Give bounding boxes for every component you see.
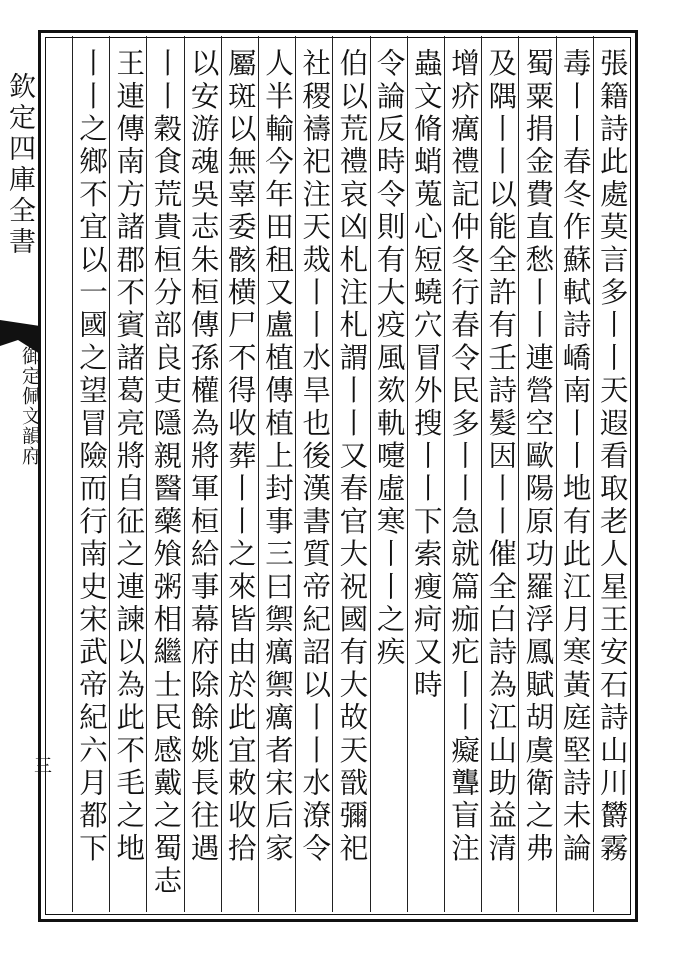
column-rule xyxy=(258,36,259,912)
text-column: 張籍詩此處莫言多丨丨天遐看取老人星王安石詩山川欝霧 xyxy=(595,48,629,866)
text-column: 社稷禱祀注天烖丨丨水旱也後漢書質帝紀詔以丨丨水潦令 xyxy=(298,48,332,866)
column-rule xyxy=(444,36,445,912)
text-column: 蟲文脩蛸蒐心短蟯穴冒外搜丨丨下索瘦疴又時 xyxy=(409,48,443,702)
text-column: 王連傳南方諸郡不賓諸葛亮將自征之連諫以為此不毛之地 xyxy=(112,48,146,866)
margin-column xyxy=(0,30,41,922)
column-rule xyxy=(72,36,73,912)
text-column: 蜀粟捐金費直愁丨丨連營空歐陽原功羅浮鳳賦胡虞衛之弗 xyxy=(521,48,555,866)
text-column: 令論反時令則有大疫風欬軌嚏虛寒丨丨之疾 xyxy=(372,48,406,670)
column-rule xyxy=(295,36,296,912)
column-rule xyxy=(370,36,371,912)
book-title-bottom: 御定佩文韻府 xyxy=(19,346,41,466)
text-column: 伯以荒禮哀凶札注札謂丨丨又春官大祝國有大故天戩彌祀 xyxy=(335,48,369,866)
column-rule xyxy=(332,36,333,912)
page-number: 三 xyxy=(34,756,52,777)
column-rule xyxy=(184,36,185,912)
column-rule xyxy=(556,36,557,912)
text-column: 毒丨丨春冬作蘇軾詩嶠南丨丨地有此江月寒黃庭堅詩未論 xyxy=(558,48,592,866)
text-column: 屬斑以無辜委骸横尸不得收葬丨丨之來皆由於此宜敕收拾 xyxy=(223,48,257,866)
text-column: 丨丨之鄉不宜以一國之望冒險而行南史宋武帝紀六月都下 xyxy=(75,48,108,866)
text-column: 以安游魂吳志朱桓傳孫權為將軍桓給事幕府除餘姚長往遇 xyxy=(186,48,220,866)
text-column: 增疥癘禮記仲冬行春令民多丨丨急就篇痂疕丨丨癡聾盲注 xyxy=(447,48,480,866)
text-column: 人半輸今年田租又盧植傳植上封事三曰禦癘禦癘者宋后家 xyxy=(261,48,294,866)
column-rule xyxy=(146,36,147,912)
column-rule xyxy=(481,36,482,912)
column-rule xyxy=(593,36,594,912)
column-rule xyxy=(518,36,519,912)
column-rule xyxy=(109,36,110,912)
text-column: 丨丨穀食荒貴桓分部良吏隱親醫藥飧粥相繼士民感戴之蜀志 xyxy=(149,48,183,899)
book-title-top: 欽定四庫全書 xyxy=(4,72,35,258)
column-rule xyxy=(221,36,222,912)
column-rule xyxy=(407,36,408,912)
text-column: 及隅丨丨以能全許有壬詩髮因丨丨催全白詩為江山助益清 xyxy=(484,48,518,866)
